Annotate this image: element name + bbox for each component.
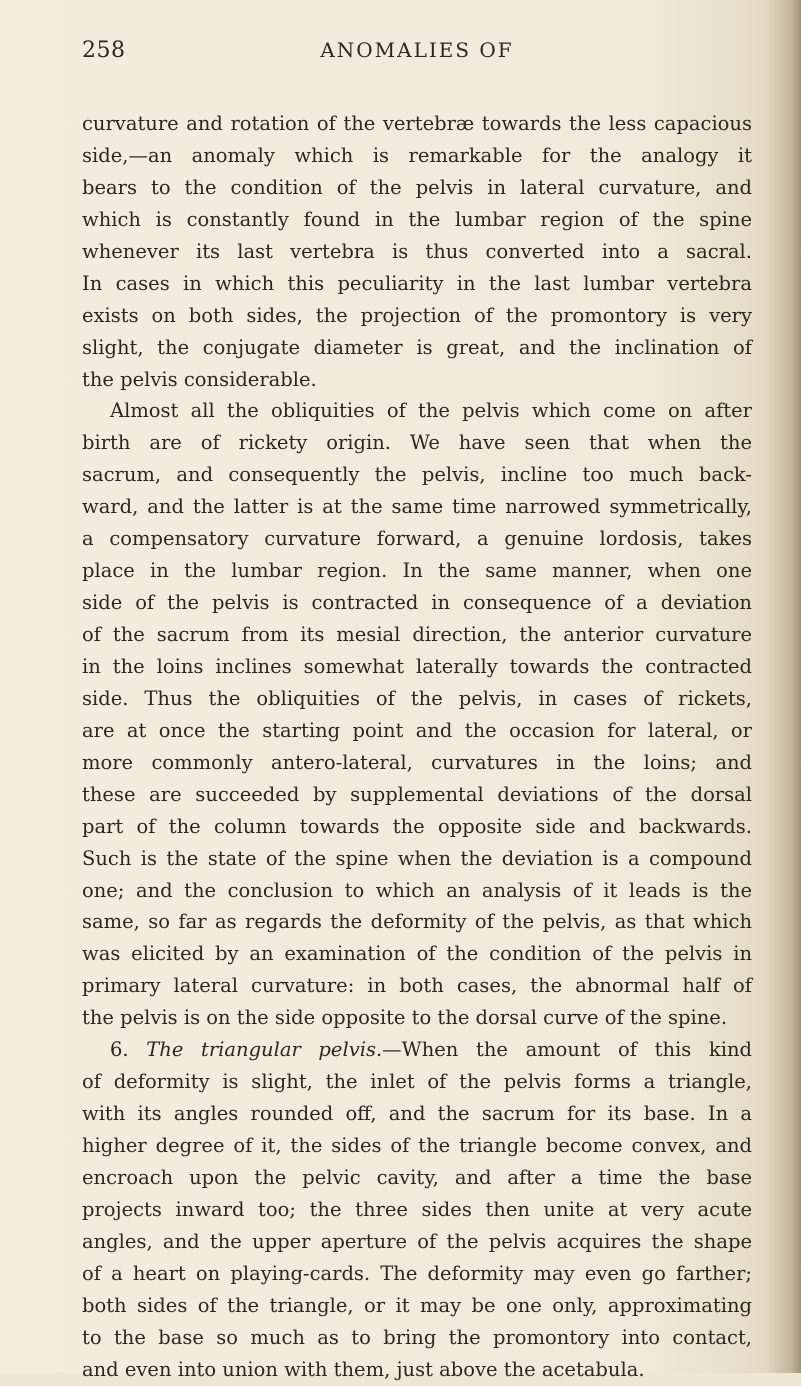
line-text: a compensatory curvature forward, a genuine lordosis, takes <box>82 527 752 551</box>
line-text: side of the pelvis is contracted in consequence of a deviation <box>82 591 752 615</box>
text-line <box>82 427 752 459</box>
line-text: was elicited by an examination of the condition of the pelvis in <box>82 942 752 966</box>
text-line <box>82 651 752 683</box>
text-line <box>82 236 752 268</box>
line-text: side. Thus the obliquities of the pelvis, in cases of rickets, <box>82 686 752 710</box>
text-line <box>82 1162 752 1194</box>
text-line <box>82 1034 752 1066</box>
text-line <box>82 523 752 555</box>
line-text: projects inward too; the three sides then unite at very acute <box>82 1197 752 1221</box>
line-text: part of the column towards the opposite side and backwards. <box>82 814 752 838</box>
text-line <box>82 779 752 811</box>
page-edge-shadow <box>767 0 801 1373</box>
text-line <box>82 683 752 715</box>
section-heading: The triangular pelvis. <box>146 1038 383 1062</box>
text-line <box>82 395 752 427</box>
line-text: angles, and the upper aperture of the pelvis acquires the shape <box>82 1229 752 1253</box>
page-number: 258 <box>82 38 126 63</box>
text-line <box>82 1226 752 1258</box>
text-line <box>82 459 752 491</box>
text-line <box>82 1290 752 1322</box>
body-text <box>82 108 752 1386</box>
line-text: with its angles rounded off, and the sacrum for its base. In a <box>82 1102 752 1126</box>
text-line <box>82 1354 752 1386</box>
text-line <box>82 875 752 907</box>
running-head: ANOMALIES OF <box>320 38 514 62</box>
line-text: Such is the state of the spine when the deviation is a compound <box>82 846 752 870</box>
line-text: are at once the starting point and the occasion for lateral, or <box>82 718 752 742</box>
line-text: curvature and rotation of the vertebræ towards the less capacious <box>82 112 752 135</box>
line-text: Almost all the obliquities of the pelvis which come on after <box>110 399 752 423</box>
text-line <box>82 715 752 747</box>
text-line <box>82 747 752 779</box>
line-text: one; and the conclusion to which an analysis of it leads is the <box>82 878 752 902</box>
line-text: which is constantly found in the lumbar region of the spine <box>82 207 752 231</box>
page-header <box>82 38 752 78</box>
line-text: of deformity is slight, the inlet of the pelvis forms a triangle, <box>82 1070 752 1094</box>
line-text: —When the amount of this kind <box>382 1038 752 1062</box>
text-line <box>82 906 752 938</box>
text-line <box>82 268 752 300</box>
text-line <box>82 1258 752 1290</box>
text-line <box>82 555 752 587</box>
line-text: and even into union with them, just above the acetabula. <box>82 1357 645 1381</box>
text-line <box>82 1130 752 1162</box>
text-line <box>82 811 752 843</box>
text-line <box>82 1066 752 1098</box>
line-text: bears to the condition of the pelvis in lateral curvature, and <box>82 175 752 199</box>
text-line <box>82 1002 752 1034</box>
section-number: 6. <box>110 1038 147 1062</box>
line-text: In cases in which this peculiarity in the last lumbar vertebra <box>82 271 752 295</box>
text-line <box>82 300 752 332</box>
line-text: the pelvis is on the side opposite to the dorsal curve of the spine. <box>82 1006 728 1030</box>
line-text: slight, the conjugate diameter is great, and the inclination of <box>82 335 752 359</box>
line-text: same, so far as regards the deformity of the pelvis, as that which <box>82 910 752 934</box>
line-text: more commonly antero-lateral, curvatures in the loins; and <box>82 750 752 774</box>
text-line <box>82 1322 752 1354</box>
line-text: to the base so much as to bring the promontory into contact, <box>82 1325 752 1349</box>
text-line <box>82 491 752 523</box>
line-text: these are succeeded by supplemental deviations of the dorsal <box>82 782 752 806</box>
text-line <box>82 843 752 875</box>
line-text: primary lateral curvature: in both cases, the abnormal half of <box>82 974 752 998</box>
line-text: of the sacrum from its mesial direction, the anterior curvature <box>82 623 752 646</box>
line-text: the pelvis considerable. <box>82 367 317 391</box>
line-text: whenever its last vertebra is thus converted into a sacral. <box>82 239 752 263</box>
line-text: place in the lumbar region. In the same manner, when one <box>82 559 752 583</box>
line-text: higher degree of it, the sides of the triangle become convex, and <box>82 1134 752 1157</box>
text-line <box>82 970 752 1002</box>
text-line <box>82 938 752 970</box>
line-text: in the loins inclines somewhat laterally towards the contracted <box>82 654 752 678</box>
line-text: sacrum, and consequently the pelvis, incline too much back- <box>82 463 752 487</box>
text-line <box>82 364 752 396</box>
line-text: exists on both sides, the projection of the promontory is very <box>82 303 752 327</box>
line-text: encroach upon the pelvic cavity, and after a time the base <box>82 1165 752 1189</box>
text-line <box>82 1194 752 1226</box>
line-text: side,—an anomaly which is remarkable for the analogy it <box>82 143 752 167</box>
text-line <box>82 140 752 172</box>
text-line <box>82 587 752 619</box>
text-line <box>82 1098 752 1130</box>
text-line <box>82 619 752 651</box>
text-line <box>82 172 752 204</box>
line-text: birth are of rickety origin. We have seen that when the <box>82 431 752 455</box>
line-text: both sides of the triangle, or it may be one only, approximating <box>82 1293 752 1317</box>
text-line <box>82 204 752 236</box>
text-line <box>82 332 752 364</box>
text-line <box>82 108 752 140</box>
line-text: ward, and the latter is at the same time narrowed symmetrically, <box>82 495 752 519</box>
line-text: of a heart on playing-cards. The deformity may even go farther; <box>82 1261 752 1285</box>
